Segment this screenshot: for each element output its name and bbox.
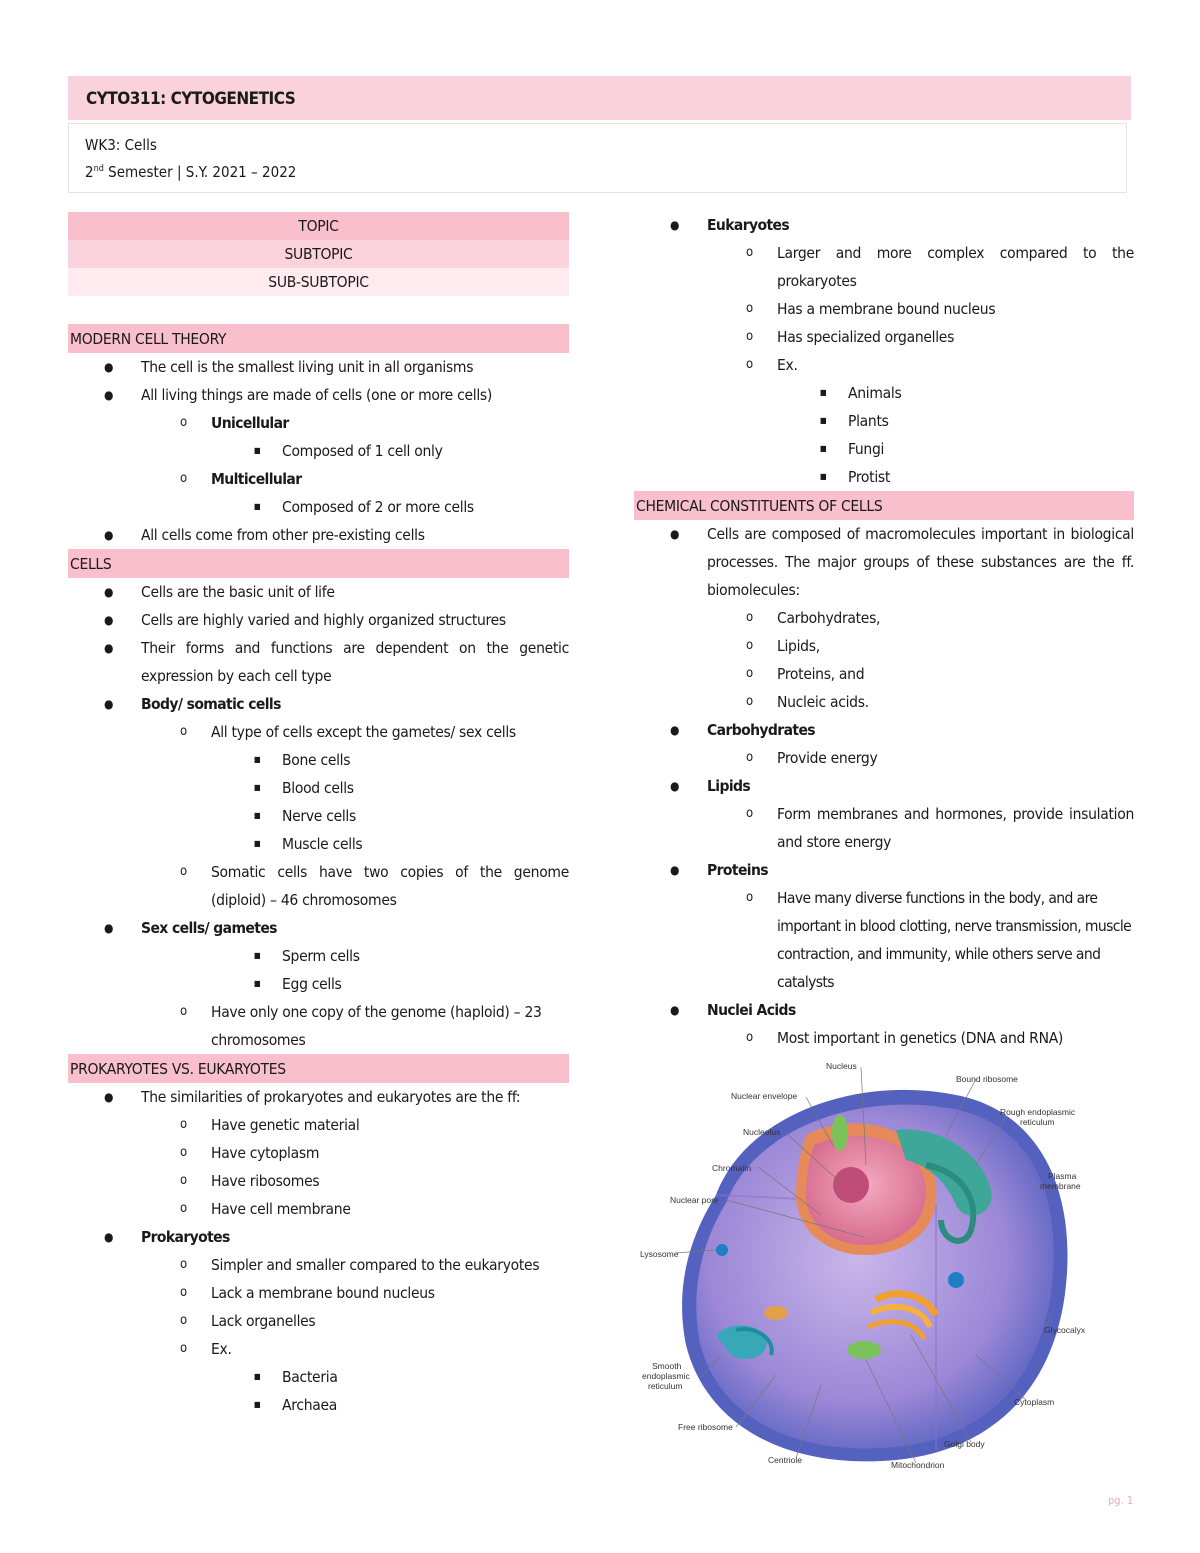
animal-cell-diagram — [636, 1055, 1096, 1475]
left-column — [68, 212, 569, 1419]
section-chemical-constituents: CHEMICAL CONSTITUENTS OF CELLS — [634, 491, 1134, 520]
label-bound-ribosome: Bound ribosome — [956, 1074, 1018, 1084]
list-item: Have ribosomes — [211, 1172, 320, 1190]
list-item: Lipids, — [777, 637, 820, 655]
circle-bullet-icon: o — [746, 666, 753, 681]
square-bullet-icon: ■ — [254, 755, 261, 764]
square-bullet-icon: ■ — [254, 839, 261, 848]
circle-bullet-icon: o — [746, 301, 753, 316]
label-rough-er: Rough endoplasmic — [1000, 1107, 1076, 1117]
label-centriole: Centriole — [768, 1455, 803, 1465]
list-item: Have cell membrane — [211, 1200, 351, 1218]
list-item: Have genetic material — [211, 1116, 360, 1134]
right-column — [634, 211, 1134, 1052]
label-chromatin: Chromatin — [712, 1163, 752, 1173]
circle-bullet-icon: o — [180, 1173, 187, 1188]
list-item: All cells come from other pre-existing cells — [141, 526, 425, 544]
list-item: Lack a membrane bound nucleus — [211, 1284, 435, 1302]
square-bullet-icon: ■ — [254, 951, 261, 960]
list-item: Have only one copy of the genome (haploid) – 23 chromosomes — [211, 1003, 542, 1049]
bullet-icon: ● — [104, 613, 114, 627]
label-free-ribosome: Free ribosome — [678, 1422, 733, 1432]
square-bullet-icon: ■ — [254, 446, 261, 455]
list-item: Protist — [848, 468, 891, 486]
list-item: Carbohydrates, — [777, 609, 881, 627]
list-item: Proteins, and — [777, 665, 865, 683]
square-bullet-icon: ■ — [820, 472, 827, 481]
list-item: Simpler and smaller compared to the eukaryotes — [211, 1256, 540, 1274]
circle-bullet-icon: o — [746, 357, 753, 372]
circle-bullet-icon: o — [746, 890, 753, 905]
list-item: Nerve cells — [282, 807, 356, 825]
label-smooth-er-3: reticulum — [648, 1381, 683, 1391]
bullet-icon: ● — [670, 527, 680, 541]
circle-bullet-icon: o — [180, 864, 187, 879]
list-item: Composed of 1 cell only — [282, 442, 443, 460]
label-nucleus: Nucleus — [826, 1061, 857, 1071]
circle-bullet-icon: o — [180, 415, 187, 430]
page-number: pg. 1 — [1108, 1494, 1134, 1507]
list-item: Ex. — [211, 1340, 232, 1358]
list-item: Has specialized organelles — [777, 328, 955, 346]
list-item: Somatic cells have two copies of the genome (diploid) – 46 chromosomes — [211, 863, 569, 909]
list-item: Nucleic acids. — [777, 693, 869, 711]
bullet-icon: ● — [104, 1230, 114, 1244]
list-item: Have cytoplasm — [211, 1144, 320, 1162]
label-mitochondrion: Mitochondrion — [891, 1460, 945, 1470]
label-plasma-2: membrane — [1040, 1181, 1081, 1191]
square-bullet-icon: ■ — [254, 502, 261, 511]
bullet-icon: ● — [104, 1090, 114, 1104]
square-bullet-icon: ■ — [820, 388, 827, 397]
square-bullet-icon: ■ — [254, 811, 261, 820]
list-item-heading: Proteins — [707, 861, 769, 879]
label-nucleolus: Nucleolus — [743, 1127, 781, 1137]
square-bullet-icon: ■ — [254, 1400, 261, 1409]
list-item: Bacteria — [282, 1368, 338, 1386]
label-smooth-er-2: endoplasmic — [642, 1371, 690, 1381]
label-lysosome: Lysosome — [640, 1249, 679, 1259]
list-item: The cell is the smallest living unit in all organisms — [141, 358, 474, 376]
bullet-icon: ● — [104, 697, 114, 711]
square-bullet-icon: ■ — [820, 444, 827, 453]
list-item: Form membranes and hormones, provide insulation and store energy — [777, 805, 1134, 851]
list-item: Fungi — [848, 440, 885, 458]
circle-bullet-icon: o — [180, 1145, 187, 1160]
circle-bullet-icon: o — [180, 1201, 187, 1216]
list-item-heading: Body/ somatic cells — [141, 695, 281, 713]
label-nuclear-pore: Nuclear pore — [670, 1195, 719, 1205]
circle-bullet-icon: o — [746, 694, 753, 709]
bullet-icon: ● — [670, 723, 680, 737]
list-item: The similarities of prokaryotes and eukaryotes are the ff: — [141, 1088, 521, 1106]
label-golgi-body: Golgi body — [944, 1439, 985, 1449]
bullet-icon: ● — [104, 528, 114, 542]
list-item-heading: Nuclei Acids — [707, 1001, 796, 1019]
section-modern-cell-theory: MODERN CELL THEORY — [68, 324, 569, 353]
course-title: CYTO311: CYTOGENETICS — [86, 89, 296, 109]
section-cells: CELLS — [68, 549, 569, 578]
label-plasma: Plasma — [1048, 1171, 1077, 1181]
list-item-heading: Prokaryotes — [141, 1228, 230, 1246]
circle-bullet-icon: o — [180, 471, 187, 486]
section-prokaryotes-vs-eukaryotes: PROKARYOTES VS. EUKARYOTES — [68, 1054, 569, 1083]
list-item-heading: Sex cells/ gametes — [141, 919, 277, 937]
list-item: Cells are the basic unit of life — [141, 583, 335, 601]
list-item: Larger and more complex compared to the prokaryotes — [777, 244, 1134, 290]
list-item: Blood cells — [282, 779, 354, 797]
list-item: Their forms and functions are dependent on the genetic expression by each cell type — [141, 639, 569, 685]
list-item: All type of cells except the gametes/ sex cells — [211, 723, 516, 741]
circle-bullet-icon: o — [746, 1030, 753, 1045]
square-bullet-icon: ■ — [254, 1372, 261, 1381]
list-item: All living things are made of cells (one or more cells) — [141, 386, 492, 404]
list-item-heading: Lipids — [707, 777, 751, 795]
circle-bullet-icon: o — [746, 638, 753, 653]
list-item-heading: Unicellular — [211, 414, 289, 432]
legend-subsubtopic: SUB-SUBTOPIC — [68, 268, 569, 296]
list-item: Animals — [848, 384, 902, 402]
list-item: Archaea — [282, 1396, 338, 1414]
list-item: Plants — [848, 412, 889, 430]
circle-bullet-icon: o — [180, 1004, 187, 1019]
label-smooth-er: Smooth — [652, 1361, 682, 1371]
list-item: Composed of 2 or more cells — [282, 498, 474, 516]
bullet-icon: ● — [670, 863, 680, 877]
circle-bullet-icon: o — [746, 610, 753, 625]
info-box — [68, 123, 1127, 193]
bullet-icon: ● — [670, 1003, 680, 1017]
circle-bullet-icon: o — [746, 245, 753, 260]
circle-bullet-icon: o — [180, 1117, 187, 1132]
list-item: Sperm cells — [282, 947, 360, 965]
legend-topic: TOPIC — [68, 212, 569, 240]
square-bullet-icon: ■ — [254, 783, 261, 792]
list-item-heading: Eukaryotes — [707, 216, 790, 234]
circle-bullet-icon: o — [180, 724, 187, 739]
semester-label: 2nd Semester | S.Y. 2021 – 2022 — [85, 163, 297, 181]
circle-bullet-icon: o — [180, 1341, 187, 1356]
list-item: Muscle cells — [282, 835, 363, 853]
week-label: WK3: Cells — [85, 136, 157, 154]
list-item: Ex. — [777, 356, 798, 374]
list-item: Cells are highly varied and highly organized structures — [141, 611, 506, 629]
list-item: Lack organelles — [211, 1312, 316, 1330]
bullet-icon: ● — [670, 218, 680, 232]
list-item: Cells are composed of macromolecules important in biological processes. The major groups of these substances are the ff. biomolecules: — [707, 525, 1134, 599]
circle-bullet-icon: o — [180, 1285, 187, 1300]
list-item: Bone cells — [282, 751, 351, 769]
bullet-icon: ● — [104, 921, 114, 935]
bullet-icon: ● — [104, 641, 114, 655]
circle-bullet-icon: o — [746, 750, 753, 765]
bullet-icon: ● — [104, 585, 114, 599]
label-nuclear-envelope: Nuclear envelope — [731, 1091, 798, 1101]
bullet-icon: ● — [104, 360, 114, 374]
list-item: Most important in genetics (DNA and RNA) — [777, 1029, 1064, 1047]
label-rough-er-2: reticulum — [1020, 1117, 1055, 1127]
square-bullet-icon: ■ — [254, 979, 261, 988]
label-glycocalyx: Glycocalyx — [1044, 1325, 1086, 1335]
list-item-heading: Carbohydrates — [707, 721, 816, 739]
bullet-icon: ● — [104, 388, 114, 402]
bullet-icon: ● — [670, 779, 680, 793]
square-bullet-icon: ■ — [820, 416, 827, 425]
list-item: Have many diverse functions in the body, and are important in blood clotting, nerve transmission, muscle contraction, and immunity, while others serve and catalysts — [777, 889, 1132, 991]
list-item: Egg cells — [282, 975, 342, 993]
list-item-heading: Multicellular — [211, 470, 302, 488]
label-cytoplasm: Cytoplasm — [1014, 1397, 1055, 1407]
list-item: Has a membrane bound nucleus — [777, 300, 996, 318]
legend-subtopic: SUBTOPIC — [68, 240, 569, 268]
circle-bullet-icon: o — [180, 1313, 187, 1328]
list-item: Provide energy — [777, 749, 878, 767]
circle-bullet-icon: o — [180, 1257, 187, 1272]
circle-bullet-icon: o — [746, 806, 753, 821]
circle-bullet-icon: o — [746, 329, 753, 344]
